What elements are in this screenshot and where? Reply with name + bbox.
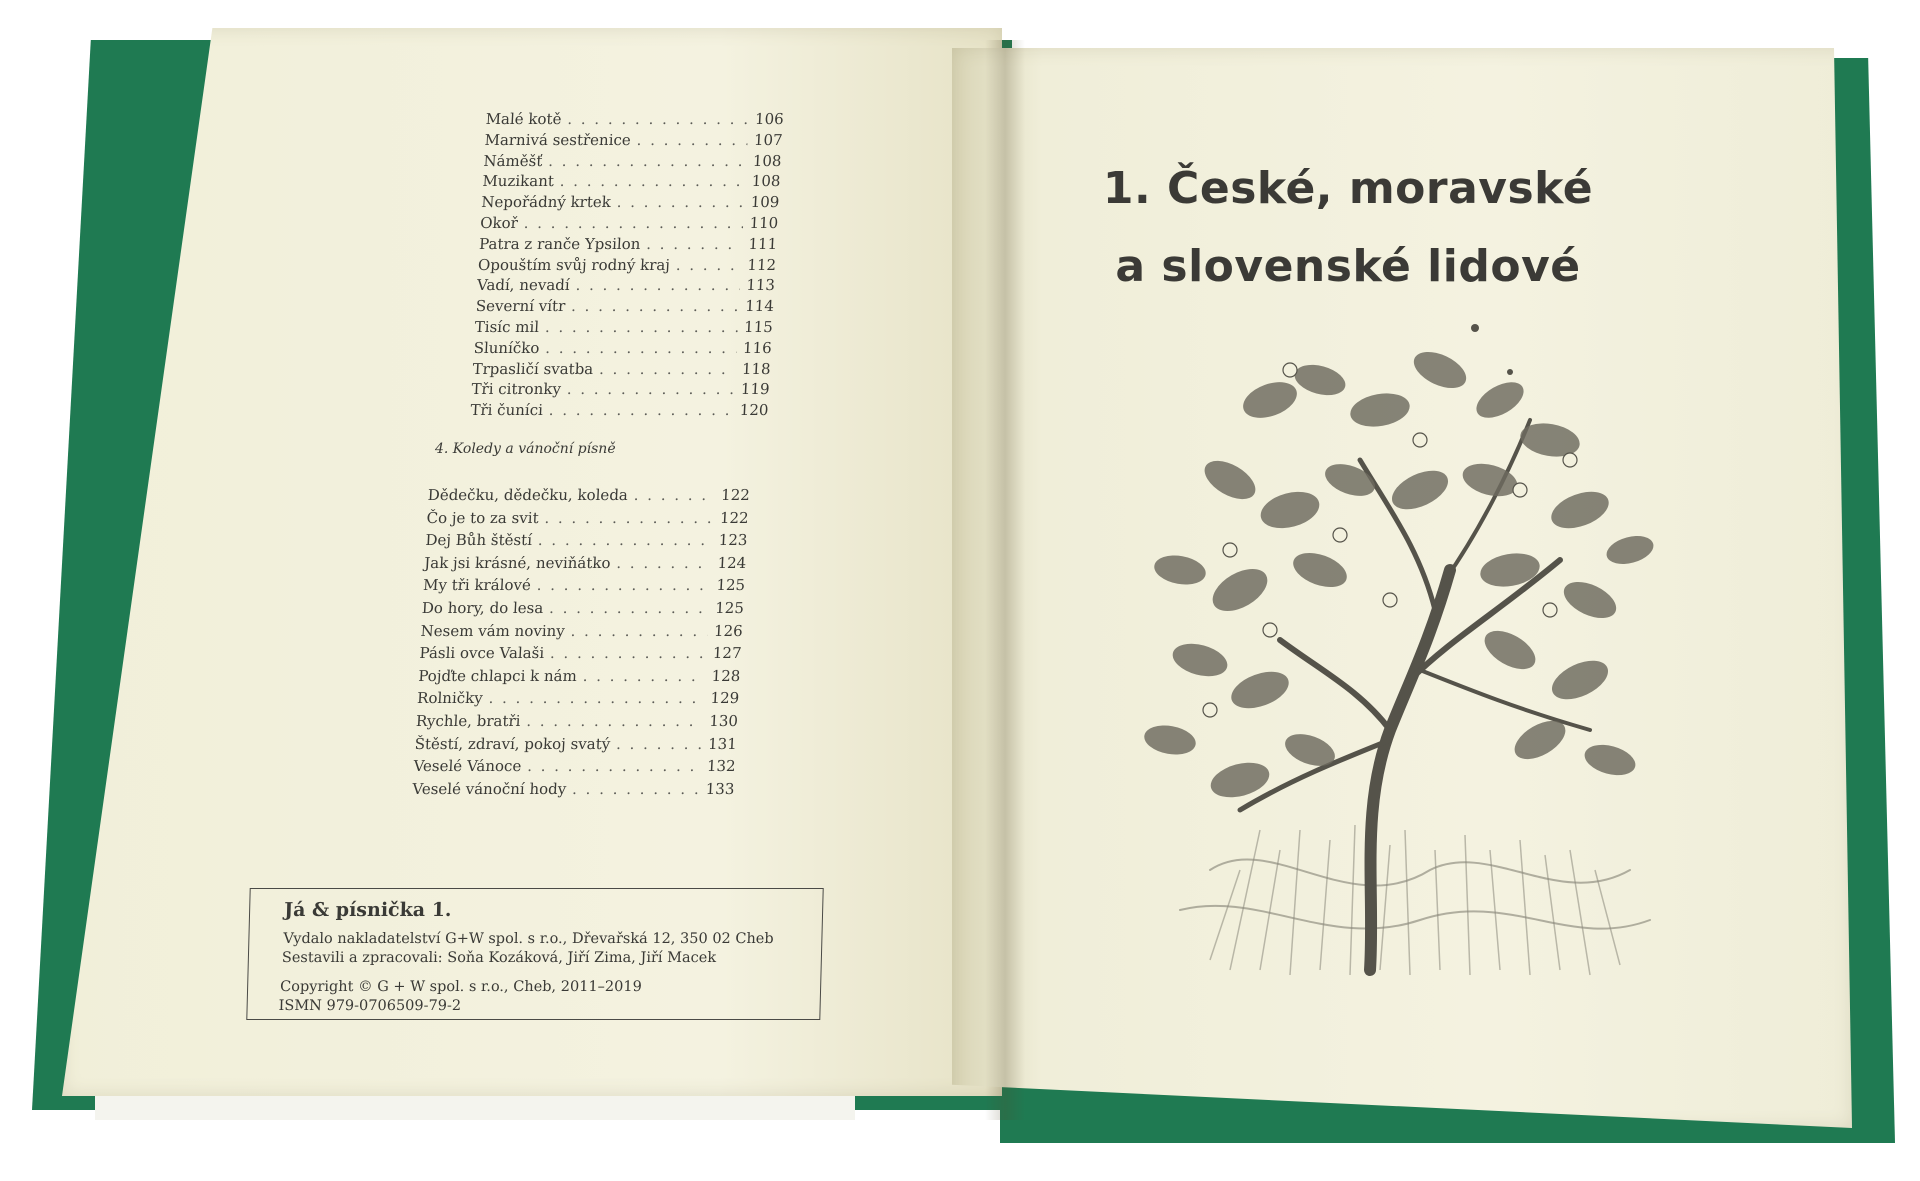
- toc-entry: Veselé vánoční hody . . . 133: [412, 780, 735, 803]
- toc-entry: Opouštím svůj rodný kraj . . . 112: [477, 256, 776, 277]
- toc-entry: Tři čuníci . . . 120: [470, 401, 769, 422]
- chapter-title-line-2: a slovenské lidové: [1115, 241, 1581, 292]
- toc-entry: Vadí, nevadí . . . 113: [476, 276, 775, 297]
- toc-entry: Pásli ovce Valaši . . . 127: [419, 644, 742, 667]
- toc-entry: Nepořádný krtek . . . 109: [481, 193, 780, 214]
- compilers-line: Sestavili a zpracovali: Soňa Kozáková, Jiří Zima, Jiří Macek: [281, 950, 717, 966]
- toc-entry: Čo je to za svit . . . 122: [426, 509, 749, 532]
- toc-list-part-2: [412, 486, 751, 802]
- toc-entry: Veselé Vánoce . . . 132: [413, 757, 736, 780]
- toc-entry: Do hory, do lesa . . . 125: [421, 599, 744, 622]
- imprint-box: [246, 888, 823, 1020]
- toc-entry: Trpasličí svatba . . . 118: [472, 360, 771, 381]
- toc-entry: Rolničky . . . 129: [416, 689, 739, 712]
- toc-entry: Nesem vám noviny . . . 126: [420, 622, 743, 645]
- toc-section-heading: 4. Koledy a vánoční písně: [435, 441, 616, 457]
- chapter-title-line-1: 1. České, moravské: [1102, 163, 1594, 214]
- copyright-line: Copyright © G + W spol. s r.o., Cheb, 2011–2019: [279, 979, 643, 995]
- toc-entry: Sluníčko . . . 116: [473, 339, 772, 360]
- book-gutter-shadow: [985, 40, 1025, 1120]
- book-title: Já & písnička 1.: [283, 899, 452, 921]
- toc-entry: Severní vítr . . . 114: [475, 297, 774, 318]
- toc-entry: My tři králové . . . 125: [422, 576, 745, 599]
- toc-entry: Dej Bůh štěstí . . . 123: [425, 531, 748, 554]
- toc-entry: Marnivá sestřenice . . . 107: [484, 131, 783, 152]
- toc-entry: Okoř . . . 110: [480, 214, 779, 235]
- toc-entry: Náměšť . . . 108: [483, 152, 782, 173]
- toc-entry: Malé kotě . . . 106: [485, 110, 784, 131]
- toc-entry: Štěstí, zdraví, pokoj svatý . . . 131: [414, 735, 737, 758]
- toc-entry: Dědečku, dědečku, koleda . . . 122: [427, 486, 750, 509]
- ismn-line: ISMN 979-0706509-79-2: [278, 998, 462, 1014]
- toc-entry: Rychle, bratři . . . 130: [415, 712, 738, 735]
- toc-entry: Jak jsi krásné, neviňátko . . . 124: [424, 554, 747, 577]
- toc-entry: Muzikant . . . 108: [482, 172, 781, 193]
- chapter-title: [1078, 150, 1618, 306]
- toc-entry: Pojďte chlapci k nám . . . 128: [418, 667, 741, 690]
- toc-entry: Patra z ranče Ypsilon . . . 111: [479, 235, 778, 256]
- toc-entry: Tři citronky . . . 119: [471, 380, 770, 401]
- tree-illustration: [1090, 310, 1670, 990]
- toc-list-part-1: [470, 110, 784, 422]
- toc-entry: Tisíc mil . . . 115: [474, 318, 773, 339]
- publisher-line: Vydalo nakladatelství G+W spol. s r.o., Dřevařská 12, 350 02 Cheb: [283, 931, 774, 947]
